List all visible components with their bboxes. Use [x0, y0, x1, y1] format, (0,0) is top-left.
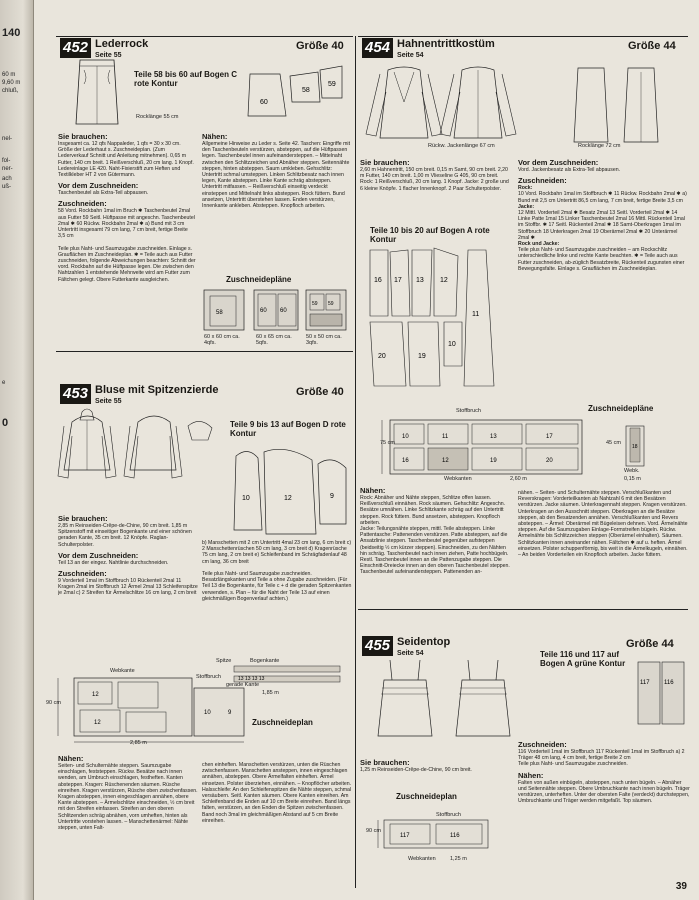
spine-text: e: [2, 380, 6, 386]
skirt-sketch: [72, 58, 122, 130]
plan-caption: 60 x 60 cm ca. 4qfs.: [204, 334, 240, 346]
svg-text:10: 10: [402, 434, 409, 440]
svg-text:20: 20: [378, 353, 386, 360]
section-divider: [358, 36, 688, 37]
text-column: Sie brauchen: 2,85 m Reinseiden-Crêpe-de-Chine, 90 cm breit. 1,85 m Spitzenstoff mit einseitiger Bogenkante und einer schönen geraden Kante, 35 cm breit. 12 Knöpfe. Raglan-Schulterpolster. Vor dem Zuschneiden: Teil 13 an der eingez. Nahtlinie durchschneiden. Zuschneiden: 9 Vorderteil 1mal im Stoffbruch 10 Rückenteil 2mal 11 Kragen 2mal im Stoffbruch 12 Ärmel 2mal 13 Schleifenspitze je 2mal c) 2 Streifen für Ärmelschlitze 16 cm lang, 2 cm breit: [58, 514, 198, 597]
lace-label: Spitze: [216, 658, 232, 664]
selvage-label: Webk.: [624, 468, 640, 474]
spine-text: ach: [2, 176, 12, 182]
svg-text:58: 58: [302, 87, 310, 94]
width-label: 0,15 m: [624, 476, 641, 482]
text-column: Sie brauchen: 2,60 m Hahnentritt, 150 cm breit. 0,15 m Samt, 90 cm breit. 2,20 m Futter, 140 cm breit. 1,00 m Vlieseline G 405, 90 cm breit. Rock: 1 Reißverschluß, 20 cm lang. 1 Knopf. Jacke: 2 große und 6 kleine Knöpfe. 1 flacher Innenknopf. 2 Paar Schulterpolster.: [360, 158, 509, 192]
svg-text:117: 117: [640, 680, 650, 686]
page-number: 39: [675, 881, 687, 892]
model-title: Seidentop Seite 54: [397, 636, 451, 657]
spine-edge: [0, 0, 34, 900]
svg-text:9: 9: [330, 493, 334, 500]
height-label: 90 cm: [46, 700, 61, 706]
header-453: [60, 384, 219, 408]
width-label: 1,85 m: [262, 690, 279, 696]
pattern-sheet-info: Teile 116 und 117 auf Bogen A grüne Kontur: [540, 650, 626, 668]
svg-text:11: 11: [442, 434, 449, 440]
width-label: 2,85 m: [130, 740, 147, 746]
cutting-plan-title: Zuschneideplan: [252, 718, 313, 727]
svg-text:20: 20: [546, 458, 553, 464]
straight-edge-label: gerade Kante: [226, 682, 260, 688]
svg-text:116: 116: [664, 680, 674, 686]
width-label: 2,60 m: [510, 476, 527, 482]
svg-text:60: 60: [260, 308, 267, 314]
top-sketches: [368, 656, 528, 746]
selvage-label: Webkante: [110, 668, 135, 674]
svg-text:59: 59: [312, 301, 318, 307]
svg-text:16: 16: [374, 277, 382, 284]
section-divider: [56, 36, 353, 37]
size-label: Größe 40: [296, 40, 344, 52]
selvage-label: Webkanten: [408, 856, 436, 862]
svg-text:19: 19: [418, 353, 426, 360]
text-column: Nähen: Seiten- und Schulternähte steppen. Saumzugabe einschlagen, feststeppen. Rückw. Besätze nach innen wenden, am Umbruch einschlagen, festheften. Kanten absteppen. Kragen: Rüschenenden säumen. Rüsche einreihen. Kragen verstürzen, Rüsche oben zwischenfassen. Kragen absteppen, innen eingeschlagen annähen, obere Kante absteppen. – Ärmelschlitze einschneiden, ½ cm breit mit den Streifen einfassen. Streifen an den oberen Schlitzenden schräg abnähen, vorn umheften, hinten als Untertritte vorstehen lassen. – Manschettenärmel: Nähte steppen, unten Falt-: [58, 754, 198, 832]
model-number: 455: [362, 636, 393, 656]
svg-text:17: 17: [546, 434, 553, 440]
fold-label: Stoffbruch: [456, 408, 481, 414]
blouse-sketches: [58, 406, 218, 510]
length-caption: Rückw. Jackenlänge 67 cm: [428, 143, 495, 149]
height-label: 45 cm: [606, 440, 621, 446]
svg-text:12: 12: [440, 277, 448, 284]
svg-text:10: 10: [204, 710, 211, 716]
svg-text:13 13 13 13: 13 13 13 13: [238, 676, 265, 682]
svg-text:116: 116: [450, 833, 460, 839]
model-title: Lederrock Seite 55: [95, 38, 149, 59]
suit-sketches: [364, 62, 690, 150]
spine-text: 140: [2, 27, 21, 39]
spine-text: 0: [2, 417, 9, 429]
spine-text: ner-: [2, 166, 13, 172]
svg-text:11: 11: [472, 311, 480, 318]
svg-text:59: 59: [328, 301, 334, 307]
model-number: 453: [60, 384, 91, 404]
section-divider: [358, 609, 688, 610]
svg-text:60: 60: [280, 308, 287, 314]
column-divider: [355, 36, 356, 888]
pattern-pieces-454: [368, 246, 508, 396]
svg-text:59: 59: [328, 81, 336, 88]
spine-text: chluß,: [2, 88, 19, 94]
plan-caption: 60 x 65 cm ca. 5qfs.: [256, 334, 292, 346]
svg-text:10: 10: [242, 495, 250, 502]
cutting-plans-452: [202, 288, 350, 334]
model-title: Hahnentrittkostüm Seite 54: [397, 38, 495, 59]
spine-text: 60 m: [2, 72, 16, 78]
svg-text:58: 58: [216, 310, 223, 316]
svg-text:12: 12: [442, 458, 449, 464]
cutting-plan-455: [376, 818, 492, 854]
selvage-label: Webkanten: [444, 476, 472, 482]
spine-text: uß-: [2, 184, 11, 190]
svg-text:16: 16: [402, 458, 409, 464]
length-caption: Rocklänge 55 cm: [136, 114, 179, 120]
svg-text:13: 13: [416, 277, 424, 284]
text-column: Sie brauchen: 1,25 m Reinseiden-Crêpe-de-Chine, 90 cm breit.: [360, 758, 472, 773]
fold-label: Stoffbruch: [436, 812, 461, 818]
spine-text: 9,60 m: [2, 80, 21, 86]
spine-text: nel-: [2, 136, 13, 142]
fold-label: Stoffbruch: [196, 674, 221, 680]
cutting-plan-title: Zuschneideplan: [396, 792, 457, 801]
pattern-sheet-info: Teile 58 bis 60 auf Bogen C rote Kontur: [134, 70, 237, 88]
cutting-plan-title: Zuschneidepläne: [588, 404, 654, 413]
text-column: Zuschneiden: 116 Vorderteil 1mal im Stoffbruch 117 Rückenteil 1mal im Stoffbruch a) 2 Träger 48 cm lang, 4 cm breit, fertige Breite 2 cm Teile plus Naht- und Saumzugabe zuschneiden. Nähen: Falten von außen einbügeln, absteppen, nach unten bügeln. – Abnäher und Seitennähte steppen. Obere Umbruchkante nach innen bügeln. Träger verstürzen, unterheften. Unter der obersten Falte (verdeckt) durchsteppen, Umbruchkante und Träger werden mitgefaßt. Top säumen.: [518, 740, 690, 805]
pattern-pieces-453: [232, 444, 350, 540]
svg-text:18: 18: [632, 444, 638, 450]
svg-text:117: 117: [400, 833, 410, 839]
text-column: Nähen: Rock: Abnäher und Nähte steppen, Schlitze offen lassen. Reißverschluß einnähen. Rock säumen. Gehschlitz: Angeschn. Besätze umnähen. Linke Schlitzkante schräg auf den Untertritt steppen. Rock füttern. Bund ansetzen, absteppen. Knopfloch arbeiten. Jacke: Teilungsnähte steppen, mittl. Teile absteppen. Linke Pattentasche: Pattenenden verstürzen. Patte absteppen, auf die Ansatzlinie steppen. Taschenbeutel gegenüber aufsteppen (beidseitig ½ cm kürzer steppen). Einschneiden, zu den Nähten hin schräg. Taschenbeutel nach innen ziehen, Patte hochbügeln. Restl. Taschenbeutel innen an die Pattenzugabe steppen. Die Einschnitt-Dreiecke innen an den oberen Taschenbeutel steppen. Taschenbeutel aufeinandersteppen. Pattenenden an-: [360, 486, 510, 576]
svg-text:17: 17: [394, 277, 402, 284]
scallop-label: Bogenkante: [250, 658, 280, 664]
text-column: b) Manschetten mit 2 cm Untertritt 4mal 23 cm lang, 6 cm breit c) 2 Manschettenrüschen 50 cm lang, 3 cm breit d) Kragenrüsche 75 cm lang, 2 cm breit e) Schleifenband im Schrägfadenlauf 48 cm lang, 36 cm breit Teile plus Naht- und Saumzugabe zuschneiden. Besatzlängskanten und Teile a ohne Zugabe zuschneiden. (Für Teil 13 die Bogenkante, für Teile c + d die geraden Spitzenkanten verwenden, s. Plan – für die Naht der Teile 13 auf einen gleichmäßigen Bogenverlauf achten.): [202, 540, 352, 602]
pattern-sheet-info: Teile 10 bis 20 auf Bogen A rote Kontur: [370, 226, 490, 244]
spine-text: fol-: [2, 158, 11, 164]
svg-text:60: 60: [260, 99, 268, 106]
size-label: Größe 44: [628, 40, 676, 52]
cutting-plan-454: [376, 414, 584, 480]
size-label: Größe 44: [626, 638, 674, 650]
pattern-pieces-455: [636, 660, 688, 728]
velvet-plan: [612, 424, 656, 472]
svg-text:9: 9: [228, 710, 232, 716]
height-label: 75 cm: [380, 440, 395, 446]
text-column: Nähen: Allgemeine Hinweise zu Leder s. Seite 42. Taschen: Eingriffe mit den Taschenbeuteln verstürzen, absteppen, auf die Hüftpassen legen. Taschenbeutel innen aufeinandersteppen. – Mittelnaht zwischen den Schlitzzeichen und Abnäher steppen. Seitennähte steppen, hinten absteppen. Saum umkleben. Gehschlitz: Untertritt schmal umsteppen. Linken Schlitzbesatz nach innen legen, Kante absteppen. Linke Kante schräg absteppen. Untertritt mitfassen. – Reißverschluß einseitig verdeckt einsteppen und Mittelnaht links absteppen. Rock füttern. Bund ansetzen, Untertritt überstehen lassen. Enden verstürzen, Innenkante anklebеn. Absteppen. Knopfloch arbeiten.: [202, 132, 351, 210]
svg-text:12: 12: [284, 495, 292, 502]
svg-text:12: 12: [94, 720, 101, 726]
pattern-pieces-452: [246, 62, 346, 122]
svg-text:13: 13: [490, 434, 497, 440]
svg-text:10: 10: [448, 341, 456, 348]
text-column: chen einheften. Manschetten verstürzen, unten die Rüschen zwischenfassen. Manschetten ansteppen, innen eingeschlagen annähen, absteppen. Obere Ärmelfalten einheften. Ärmel einsetzen. Polster überziehen, einnähen. – Knopflöcher arbeiten. Halsschleife: An den Schleifenspitzen die Nähte steppen, schmal versäubern. Seitl. Kanten säumen. Obere Kanten einreihen. Am Schleifenband die Enden auf 10 cm Breite einreihen. Band längs falten, verstürzen, an den Enden die Spitzen zwischenfassen. Band noch 3mal im gleichmäßigen Abstand auf 5 cm Breite einreihen.: [202, 762, 352, 824]
header-454: [362, 38, 495, 62]
width-label: 1,25 m: [450, 856, 467, 862]
size-label: Größe 40: [296, 386, 344, 398]
svg-text:12: 12: [92, 692, 99, 698]
cutting-plan-title: Zuschneidepläne: [226, 275, 292, 284]
length-caption: Rocklänge 72 cm: [578, 143, 621, 149]
height-label: 90 cm: [366, 828, 381, 834]
svg-text:19: 19: [490, 458, 497, 464]
text-column: Vor dem Zuschneiden: Vord. Jackenbesatz als Extra-Teil abpausen. Zuschneiden: Rock: 10 Vord. Rockbahn 1mal im Stoffbruch ✱ 11 Rückw. Rockbahn 2mal ✱ a) Bund mit 2,5 cm Untertritt 86,5 cm lang, 7 cm breit, fertige Breite 3,5 cm Jacke: 12 Mittl. Vorderteil 2mal ✱ Besatz 2mal 13 Seitl. Vorderteil 2mal ✱ 14 Linke Patte 1mal 15 Linker Taschenbeutel 2mal 16 Mittl. Rückenteil 1mal im Stoffbr. ✱ 17 Seitl. Rückenteil 2mal ✱ 18 Samt-Oberkragen 1mal im Stoffbruch 18 Unterkragen 2mal 19 Oberärmel 2mal ✱ 20 Unterärmel 2mal ✱ Rock und Jacke: Teile plus Naht- und Saumzugabe zuschneiden – am Rockschlitz unterschiedliche linke und rechte Kante beachten. ✱ = Teile auch aus Futter zuschneiden, ab-züglich Besatzbreite, Rückenteil zugunsten einer Bewegungsfalte. Einlage s. Grauflächen im Zuschneideplan.: [518, 158, 687, 272]
model-title: Bluse mit Spitzenzierde Seite 55: [95, 384, 219, 405]
model-number: 452: [60, 38, 91, 58]
model-number: 454: [362, 38, 393, 58]
section-divider: [56, 351, 353, 352]
plan-caption: 50 x 50 cm ca. 3qfs.: [306, 334, 342, 346]
pattern-sheet-info: Teile 9 bis 13 auf Bogen D rote Kontur: [230, 420, 346, 438]
text-column: nähen. – Seiten- und Schulternähte steppen. Verschlußkanten und Reverskragen: Vorderteilkanten ab Nahtzahl 6 mit den Besätzen verstürzen. Jacke säumen. Unterkragennaht steppen. Kragen verstürzen. Unterkragen an den Ausschnitt steppen. Oberkragen an die Besätze steppen, ab den Besatzenden annähen. Verschlußkanten und Revers absteppen. – Ärmel: Oberärmel mit Bügeleisen dehnen. Vord. Ärmelnähte steppen. Auf die Saumzugaben Einlage-Formstreifen bügeln. Rückw. Ärmelnähte bis Schlitzzeichen steppen (Oberärmel einhalten). Säumen. Schlitzkanten innen aneinander nähen. Fältchen ✱ auf u. heften. Ärmel einsetzen. Polster schuppenförmig, bis weit in die Ärmelkugeln, einnähen. – An beiden Vorderteilen ein Knopfloch arbeiten. Jacke füttern.: [518, 490, 688, 559]
text-column: Sie brauchen: Insgesamt ca. 12 qfs Nappaleder, 1 qfs = 30 x 30 cm. Größe der Lederhaut s. Zuschneideplan. (Zum Lederverkauf Schnitt und Anleitung mitnehmen). 0,65 m Futter, 140 cm breit. 1 Reißverschluß, 20 cm lang. 1 Knopf. Ledereinlage LE 420. Naht-Fixierstift zum Heften und Textilkleber HT 2 von Gütermann. Vor dem Zuschneiden: Taschenbeutel als Extra-Teil abpausen. Zuschneiden: 58 Vord. Rockbahn 1mal im Bruch ✱ Taschenbeutel 2mal aus Futter 59 Seitl. Hüftpasse mit angeschn. Taschenbeutel 2mal ✱ 60 Rückw. Rockbahn 2mal ✱ a) Bund mit 3 cm Untertritt insgesamt 79 cm lang, 7 cm breit, fertige Breite 3,5 cm Teile plus Naht- und Saumzugabe zuschneiden. Einlage s. Grauflächen im Zuschneideplan. ✱ = Teile auch aus Futter zuschneiden, folgende Abweichungen beachten: Schnitt der vord. Rockbahn auf die Hüftpasse legen. Die zwischen den Nahtzahlen 1 entstehende Mehrweite wird am Futter zum Fältchen gelegt. Obere Futterkante ausgleichen.: [58, 132, 196, 283]
